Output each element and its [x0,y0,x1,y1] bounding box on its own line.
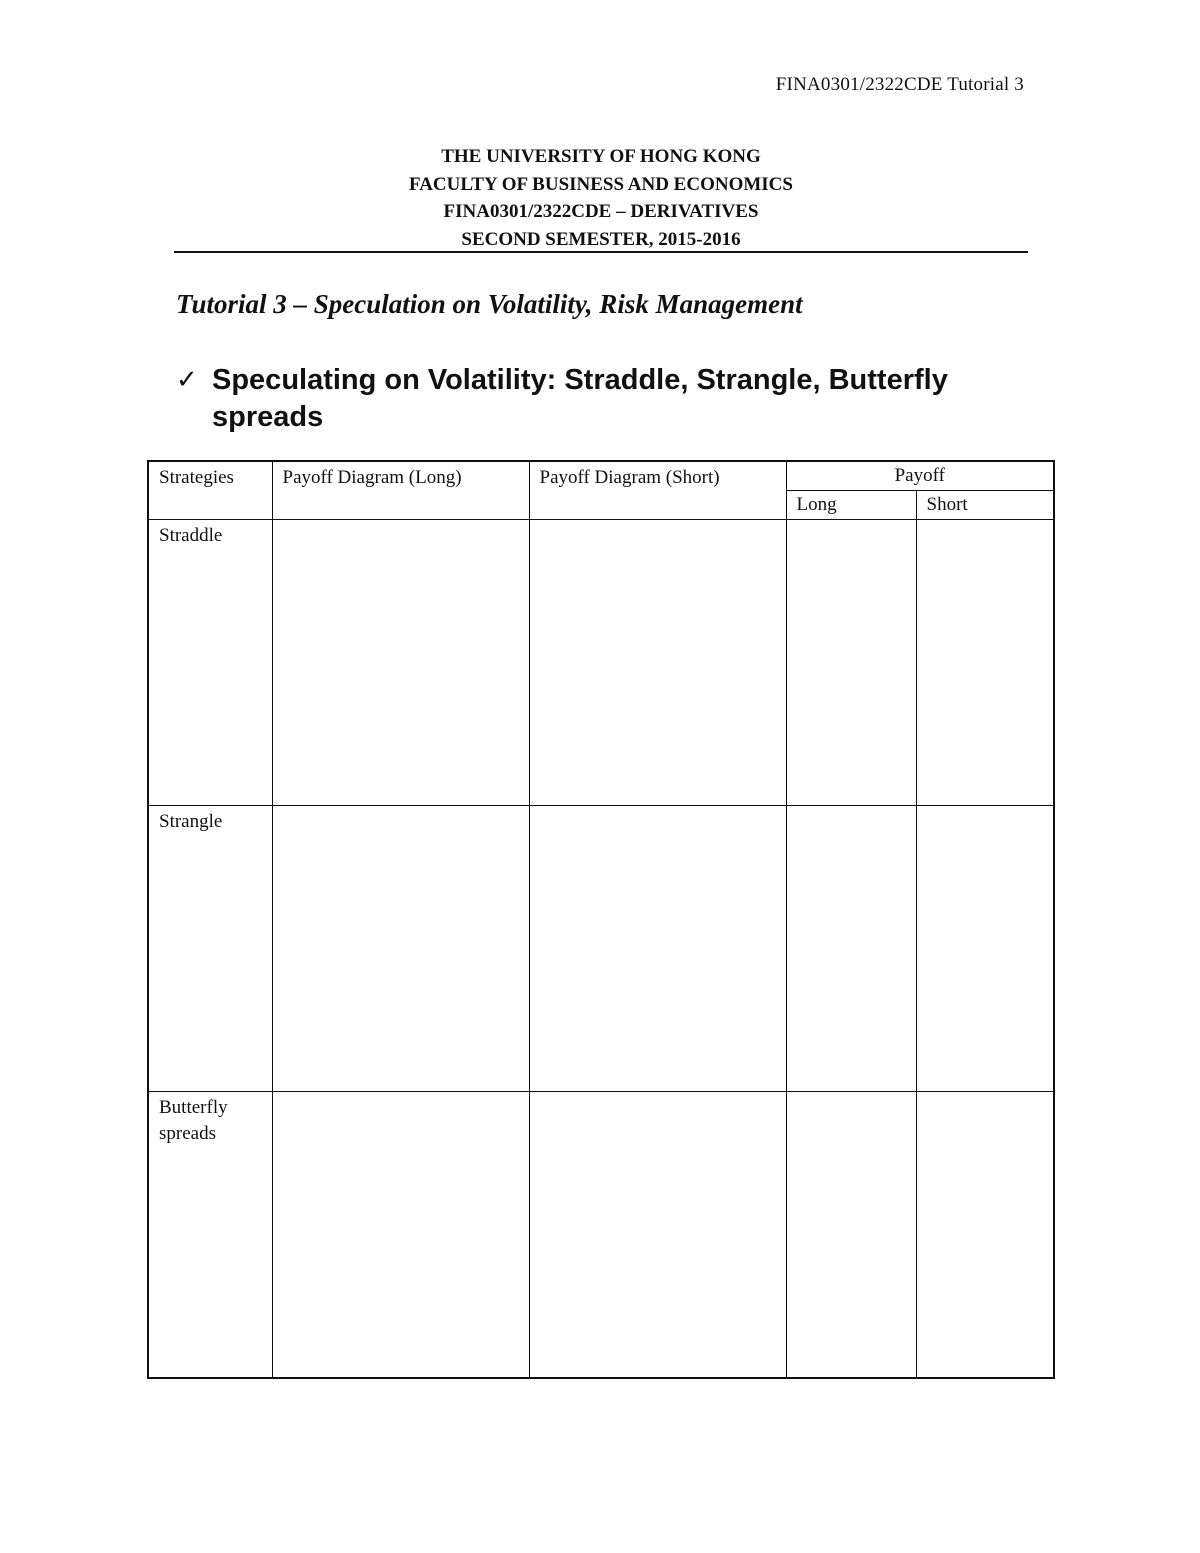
row-label-butterfly-spreads: Butterfly spreads [148,1092,272,1379]
strategies-table [147,460,1055,1379]
masthead-course: FINA0301/2322CDE – DERIVATIVES [443,201,759,222]
cell-strangle-payoff-long [786,806,916,1092]
cell-straddle-payoff-long [786,520,916,806]
header-strategies: Strategies [148,461,272,520]
masthead-faculty: FACULTY OF BUSINESS AND ECONOMICS [409,173,793,195]
cell-straddle-diagram-short [529,520,786,806]
table-header-row [148,461,1054,491]
cell-straddle-diagram-long [272,520,529,806]
tutorial-title: Tutorial 3 – Speculation on Volatility, Risk Management [176,289,803,319]
row-label-straddle: Straddle [148,520,272,806]
header-payoff-diagram-short: Payoff Diagram (Short) [529,461,786,520]
table-row [148,1092,1054,1379]
header-payoff: Payoff [786,461,1054,491]
table-row [148,806,1054,1092]
header-payoff-diagram-long: Payoff Diagram (Long) [272,461,529,520]
section-heading [176,362,1036,436]
cell-straddle-payoff-short [916,520,1054,806]
header-divider [174,251,1028,253]
cell-strangle-diagram-long [272,806,529,1092]
masthead-semester: SECOND SEMESTER, 2015-2016 [461,228,741,250]
cell-butterfly-payoff-long [786,1092,916,1379]
cell-butterfly-diagram-short [529,1092,786,1379]
cell-strangle-payoff-short [916,806,1054,1092]
cell-butterfly-diagram-long [272,1092,529,1379]
masthead [174,143,1028,253]
cell-butterfly-payoff-short [916,1092,1054,1379]
cell-strangle-diagram-short [529,806,786,1092]
checkmark-icon: ✓ [176,365,198,395]
header-payoff-long: Long [786,491,916,520]
masthead-university: THE UNIVERSITY OF HONG KONG [441,146,761,167]
header-payoff-short: Short [916,491,1054,520]
section-heading-text: Speculating on Volatility: Straddle, Strangle, Butterfly spreads [212,364,948,433]
running-header: FINA0301/2322CDE Tutorial 3 [775,74,1024,95]
table-row [148,520,1054,806]
row-label-strangle: Strangle [148,806,272,1092]
